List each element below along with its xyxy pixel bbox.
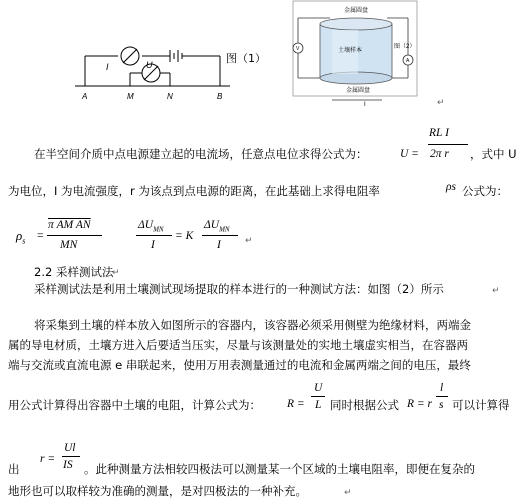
formula2-num2: $\Delta U_{MN}$	[138, 219, 164, 234]
fig1-label-b: B	[217, 92, 223, 101]
fig2-current-label: I	[364, 102, 366, 108]
fig1-label-u: U	[146, 60, 153, 70]
formula4-den: s	[439, 399, 444, 411]
formula5-num: Ul	[64, 442, 76, 454]
formula5-lhs: r =	[40, 453, 56, 465]
formula2-den3: I	[217, 239, 221, 251]
formula1-line2: 为电位，I 为电流强度，r 为该点到点电源的距离，在此基础上求得电阻率	[8, 184, 380, 198]
formula2-eq: =	[37, 230, 44, 242]
fig1-label-a: A	[82, 92, 88, 101]
fig2-ammeter: A	[406, 58, 410, 64]
fig1-label-i: I	[106, 62, 109, 72]
formula2-bar1	[47, 235, 102, 236]
formula1-denominator: 2π r	[430, 148, 449, 160]
formula2-den2: I	[151, 239, 155, 251]
formula5-den: IS	[63, 459, 73, 471]
para2-line3: 端与交流或直流电源 e 串联起来，使用万用表测量通过的电流和金属两端之间的电压，最终	[8, 358, 471, 372]
fig1-label-n: N	[167, 92, 173, 101]
section-heading: 2.2 采样测试法	[34, 265, 114, 279]
line5-start: 出	[8, 462, 20, 476]
formula2-rho: $\rho_s$	[16, 228, 26, 246]
formula1-intro: 在半空间介质中点电源建立起的电流场，任意点电位求得公式为：	[34, 147, 368, 161]
fig2-bottom-plate: 金属圆盘	[346, 88, 371, 94]
line6: 地形也可以取样较为准确的测量，是对四极法的一种补充。	[8, 484, 307, 498]
formula4-lhs: R = r	[407, 398, 433, 410]
para2-line4: 用公式计算得出容器中土壤的电阻，计算公式为：	[8, 398, 261, 412]
figure-1-caption: 图（1）	[226, 52, 266, 65]
formula1-lhs: U =	[400, 148, 419, 160]
fig2-sample: 土壤样本	[338, 48, 363, 54]
formula1-fraction-bar	[428, 144, 468, 145]
formula1-line2-tail: 公式为：	[462, 184, 508, 198]
formula3-mid: 同时根据公式	[330, 398, 399, 412]
fig2-top-plate: 金属圆盘	[344, 8, 369, 14]
formula1-tail: ，式中 U	[470, 147, 517, 161]
formula2-num1: π AM AN	[48, 219, 91, 231]
para2-line2: 属的导电材质，土壤方进入后要适当压实，尽量与该测量处的实地土壤虚实相当，在容器两	[8, 338, 468, 352]
fig2-caption: 图（2）	[394, 44, 416, 50]
formula2-bar3	[202, 235, 238, 236]
figure-1-circuit	[70, 28, 250, 103]
formula2-mid: = K	[175, 230, 194, 242]
formula4-bar	[436, 396, 448, 397]
fig1-label-m: M	[127, 92, 134, 101]
formula2-bar2	[136, 235, 172, 236]
formula4-tail: 可以计算得	[452, 398, 510, 412]
formula2-num3: $\Delta U_{MN}$	[204, 219, 230, 234]
line5-tail: 。此种测量方法相较四极法可以测量某一个区域的土壤电阻率，即便在复杂的	[84, 462, 475, 476]
formula4-num: l	[440, 382, 444, 394]
formula3-bar	[311, 396, 325, 397]
formula1-rho-symbol: ρs	[446, 181, 456, 193]
formula5-bar	[62, 456, 80, 457]
formula3-den: L	[315, 399, 322, 411]
section-para1: 采样测试法是利用土壤测试现场提取的样本进行的一种测试方法：如图（2）所示	[34, 282, 444, 296]
fig2-voltmeter: V	[296, 46, 300, 52]
figure-2-container	[292, 0, 418, 108]
formula1-numerator: RL I	[429, 127, 449, 139]
formula3-num: U	[314, 382, 323, 394]
para2-line1: 将采集到土壤的样本放入如图所示的容器内，该容器必须采用侧壁为绝缘材料，两端金	[34, 318, 471, 332]
formula3-lhs: R =	[287, 398, 305, 410]
formula2-den1: MN	[60, 239, 78, 251]
